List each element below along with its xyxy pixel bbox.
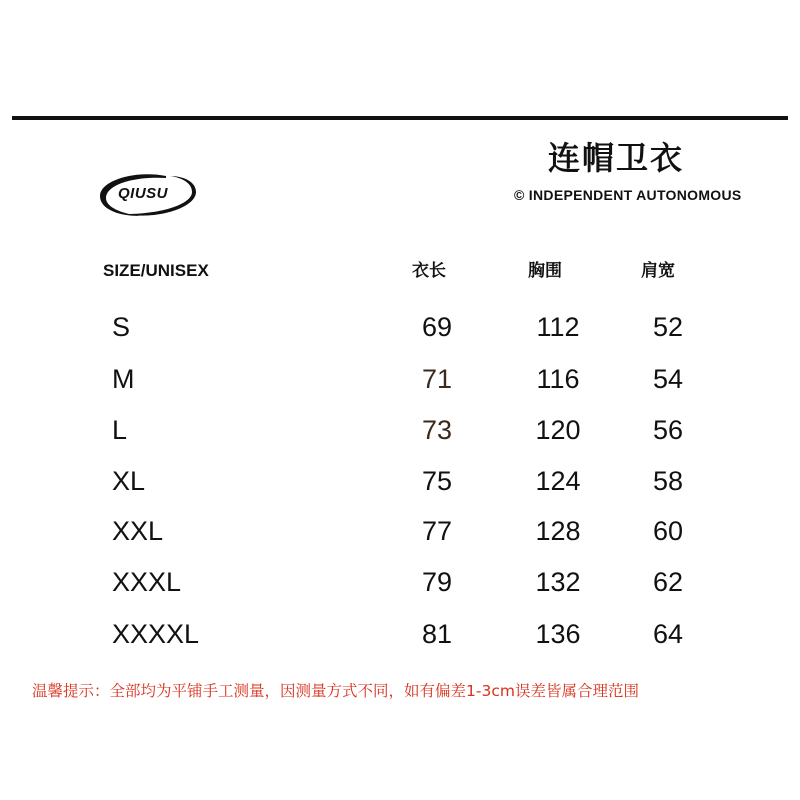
size-label: XL: [112, 466, 146, 496]
shoulder-value: 56: [652, 415, 684, 445]
length-value: 73: [421, 415, 453, 445]
logo-text: QIUSU: [118, 185, 169, 202]
page-title: 连帽卫衣: [548, 139, 685, 177]
chest-value: 136: [535, 619, 581, 649]
column-header-chest: 胸围: [528, 261, 562, 281]
length-value: 75: [421, 466, 453, 496]
page-subtitle: © INDEPENDENT AUTONOMOUS: [514, 187, 742, 203]
shoulder-value: 58: [652, 466, 684, 496]
shoulder-value: 64: [652, 619, 684, 649]
shoulder-value: 62: [652, 567, 684, 597]
brand-logo: [96, 172, 200, 218]
size-label: S: [112, 312, 131, 342]
chest-value: 116: [536, 364, 580, 394]
length-value: 81: [421, 619, 453, 649]
column-header-length: 衣长: [412, 261, 446, 281]
length-value: 77: [421, 516, 453, 546]
chest-value: 112: [536, 312, 580, 342]
chest-value: 124: [535, 466, 581, 496]
length-value: 71: [421, 364, 453, 394]
chest-value: 120: [535, 415, 581, 445]
chest-value: 128: [535, 516, 581, 546]
column-header-shoulder: 肩宽: [641, 261, 675, 281]
length-value: 69: [421, 312, 453, 342]
size-label: XXXXL: [112, 619, 200, 649]
size-label: M: [112, 364, 135, 394]
shoulder-value: 52: [652, 312, 684, 342]
shoulder-value: 54: [652, 364, 684, 394]
chest-value: 132: [535, 567, 581, 597]
size-label: XXL: [112, 516, 164, 546]
size-label: L: [112, 415, 128, 445]
shoulder-value: 60: [652, 516, 684, 546]
top-divider: [12, 116, 788, 120]
length-value: 79: [421, 567, 453, 597]
column-header-size: SIZE/UNISEX: [103, 261, 209, 280]
size-label: XXXL: [112, 567, 182, 597]
measurement-note: 温馨提示：全部均为平铺手工测量，因测量方式不同，如有偏差1-3cm误差皆属合理范围: [32, 682, 639, 700]
